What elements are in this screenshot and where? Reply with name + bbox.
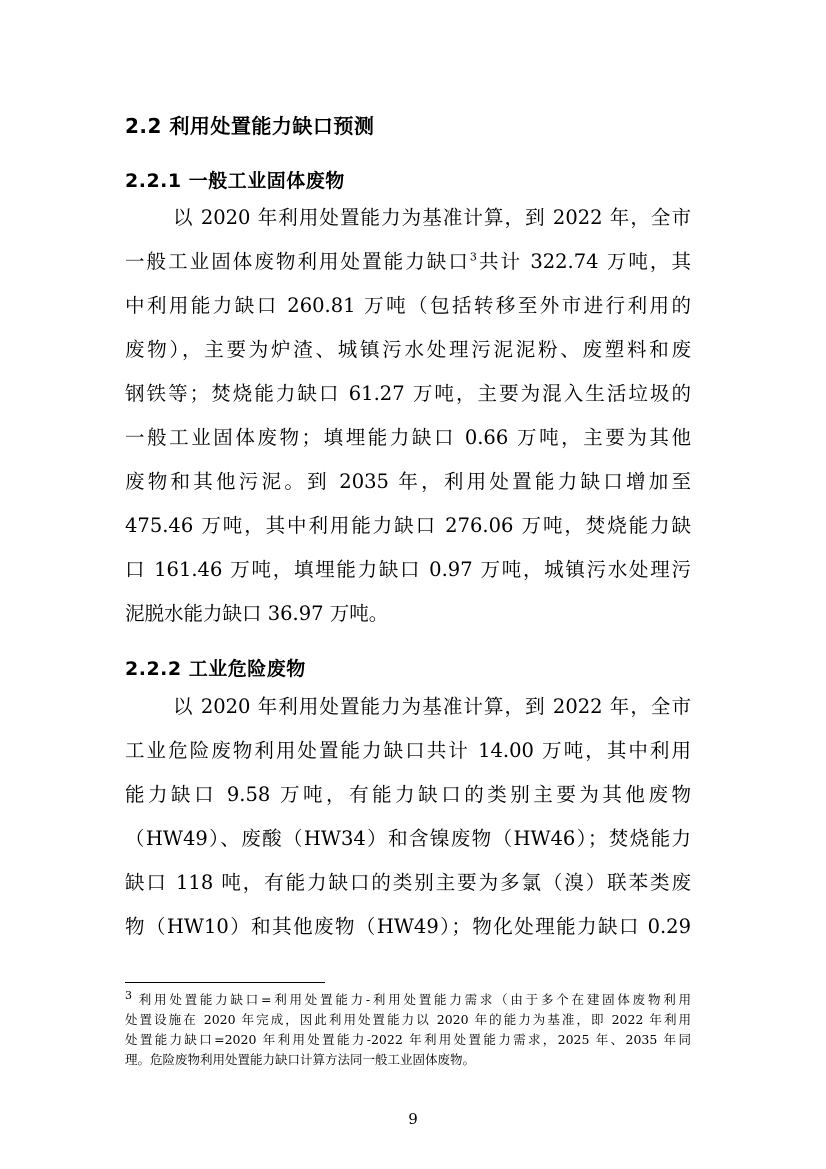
footnote-line: 处置能力缺口=2020 年利用处置能力-2022 年利用处置能力需求，2025 年、2035 年同 (125, 1032, 691, 1047)
paragraph-line: 缺口 118 吨，有能力缺口的类别主要为多氯（溴）联苯类废 (125, 871, 691, 894)
paragraph-line: 物（HW10）和其他废物（HW49）；物化处理能力缺口 0.29 (125, 915, 691, 938)
paragraph-line: 工业危险废物利用处置能力缺口共计 14.00 万吨，其中利用 (125, 739, 691, 762)
paragraph-line: 中利用能力缺口 260.81 万吨（包括转移至外市进行利用的 (125, 294, 691, 317)
footnote-reference[interactable]: 3 (469, 250, 477, 264)
footnote-marker: 3 (125, 988, 132, 1002)
paragraph-line: 泥脱水能力缺口 36.97 万吨。 (125, 602, 389, 625)
page-number: 9 (408, 1110, 418, 1128)
paragraph-line: 能力缺口 9.58 万吨，有能力缺口的类别主要为其他废物 (125, 783, 691, 806)
paragraph-line: 废物和其他污泥。到 2035 年，利用处置能力缺口增加至 (125, 470, 691, 493)
paragraph-line: （HW49）、废酸（HW34）和含镍废物（HW46）；焚烧能力 (125, 827, 691, 850)
section-heading: 2.2 利用处置能力缺口预测 (125, 114, 375, 138)
footnote-separator (125, 982, 325, 983)
paragraph-line: 以 2020 年利用处置能力为基准计算，到 2022 年，全市 (173, 206, 691, 229)
footnote-text: 利用处置能力缺口=利用处置能力-利用处置能力需求（由于多个在建固体废物利用 (138, 992, 691, 1007)
subsection-heading-industrial-solid-waste: 2.2.1 一般工业固体废物 (125, 170, 345, 192)
paragraph-line: 废物），主要为炉渣、城镇污水处理污泥泥粉、废塑料和废 (125, 338, 691, 361)
subsection-heading-industrial-hazardous-waste: 2.2.2 工业危险废物 (125, 658, 306, 680)
paragraph-text: 共计 322.74 万吨，其 (476, 250, 691, 273)
paragraph-line: 钢铁等；焚烧能力缺口 61.27 万吨，主要为混入生活垃圾的 (125, 382, 691, 405)
paragraph-line: 一般工业固体废物；填埋能力缺口 0.66 万吨，主要为其他 (125, 426, 691, 449)
footnote-line: 处置设施在 2020 年完成，因此利用处置能力以 2020 年的能力为基准，即 2022 年利用 (125, 1012, 691, 1027)
paragraph-text: 一般工业固体废物利用处置能力缺口 (125, 250, 470, 273)
footnote-line: 理。危险废物利用处置能力缺口计算方法同一般工业固体废物。 (125, 1052, 476, 1067)
footnote-line (125, 988, 691, 1008)
paragraph-line: 以 2020 年利用处置能力为基准计算，到 2022 年，全市 (173, 695, 691, 718)
paragraph-line (125, 250, 691, 274)
paragraph-line: 475.46 万吨，其中利用能力缺口 276.06 万吨，焚烧能力缺 (125, 514, 691, 537)
paragraph-line: 口 161.46 万吨，填埋能力缺口 0.97 万吨，城镇污水处理污 (125, 558, 691, 581)
